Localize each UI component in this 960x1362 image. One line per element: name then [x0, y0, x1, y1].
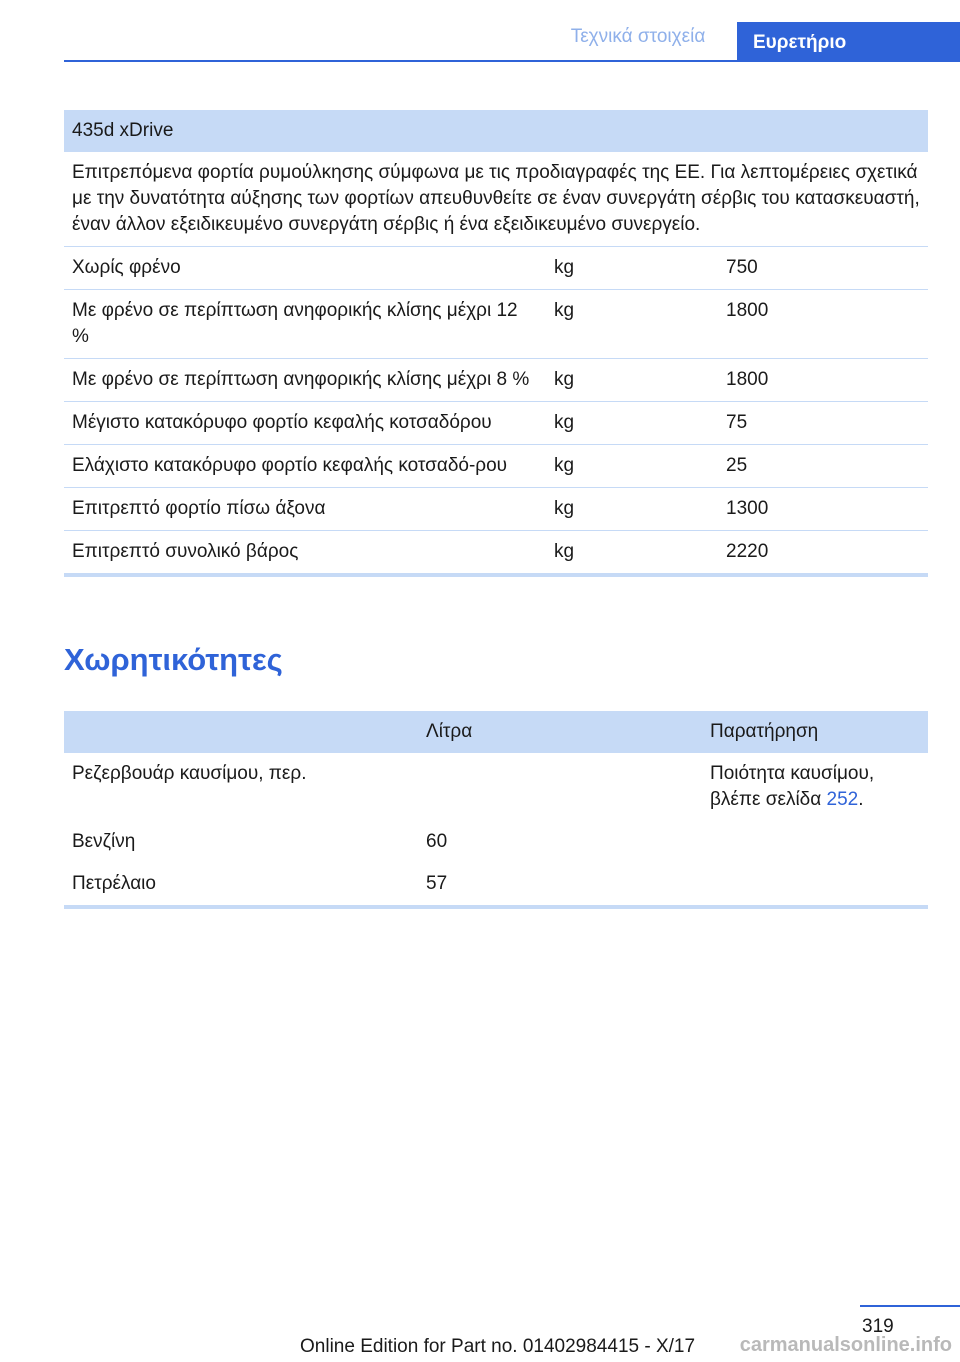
edition-text: Online Edition for Part no. 01402984415 - X/17	[300, 1336, 696, 1357]
row-label: Πετρέλαιο	[64, 863, 418, 907]
row-label: Ελάχιστο κατακόρυφο φορτίο κεφαλής κοτσαδό-ρου	[64, 445, 546, 488]
page-header	[0, 0, 960, 64]
tab-index[interactable]: Ευρετήριο	[737, 22, 960, 60]
row-label: Μέγιστο κατακόρυφο φορτίο κεφαλής κοτσαδόρου	[64, 402, 546, 445]
row-label: Με φρένο σε περίπτωση ανηφορικής κλίσης μέχρι 8 %	[64, 359, 546, 402]
footer-rule	[860, 1305, 960, 1307]
row-label: Επιτρεπτό φορτίο πίσω άξονα	[64, 488, 546, 531]
row-label: Βενζίνη	[72, 831, 136, 852]
towing-note: Επιτρεπόμενα φορτία ρυμούλκησης σύμφωνα με τις προδιαγραφές της ΕΕ. Για λεπτομέρειες σχετικά με την δυνατότητα αύξησης των φορτίων απευθυνθείτε σε έναν συνεργάτη σέρβις του κατασκευαστή, έναν άλλον εξειδικευμένο συνεργάτη σέρβις ή ένα εξειδικευμένο συνεργείο.	[72, 162, 920, 235]
row-unit: kg	[546, 290, 718, 359]
header-liters: Λίτρα	[418, 711, 702, 753]
table-header-row	[64, 110, 928, 152]
row-label: Επιτρεπτό συνολικό βάρος	[64, 531, 546, 576]
row-liters: 60	[426, 831, 448, 852]
row-label: Ρεζερβουάρ καυσίμου, περ.	[72, 763, 307, 784]
towing-loads-table	[64, 110, 928, 577]
row-note	[702, 821, 928, 863]
row-value: 75	[718, 402, 928, 445]
table-row	[64, 445, 928, 488]
row-liters: 57	[418, 863, 702, 907]
page-number: 319	[862, 1316, 894, 1337]
table-row	[64, 359, 928, 402]
row-liters	[418, 753, 702, 821]
table-row	[64, 531, 928, 576]
table-row	[64, 290, 928, 359]
header-rule	[64, 60, 960, 62]
row-unit: kg	[546, 247, 718, 290]
capacities-table	[64, 711, 928, 909]
row-label: Χωρίς φρένο	[64, 247, 546, 290]
section-title-capacities: Χωρητικότητες	[64, 642, 283, 677]
page-link[interactable]: 252	[826, 789, 859, 810]
table-row	[64, 247, 928, 290]
row-value: 1300	[718, 488, 928, 531]
watermark: carmanualsonline.info	[739, 1334, 952, 1356]
row-unit: kg	[546, 359, 718, 402]
row-value: 2220	[718, 531, 928, 576]
table-row	[64, 402, 928, 445]
row-unit: kg	[546, 488, 718, 531]
header-empty-cell	[64, 711, 418, 753]
row-note	[702, 753, 928, 821]
model-title: 435d xDrive	[64, 110, 928, 152]
table-note-row	[64, 152, 928, 247]
row-unit: kg	[546, 531, 718, 576]
row-value: 25	[718, 445, 928, 488]
header-note: Παρατήρηση	[702, 711, 928, 753]
row-unit: kg	[546, 402, 718, 445]
table-row	[64, 488, 928, 531]
table-row	[64, 821, 928, 863]
table-row	[64, 863, 928, 907]
table-row	[64, 753, 928, 821]
row-note	[702, 863, 928, 907]
table-header-row	[64, 711, 928, 753]
note-suffix: .	[858, 789, 864, 810]
row-value: 1800	[718, 359, 928, 402]
row-unit: kg	[546, 445, 718, 488]
row-value: 1800	[718, 290, 928, 359]
tab-technical-data[interactable]: Τεχνικά στοιχεία	[570, 26, 706, 47]
row-value: 750	[718, 247, 928, 290]
row-label: Με φρένο σε περίπτωση ανηφορικής κλίσης μέχρι 12 %	[64, 290, 546, 359]
note-text: Ποιότητα καυσίμου, βλέπε σελίδα	[710, 763, 875, 810]
